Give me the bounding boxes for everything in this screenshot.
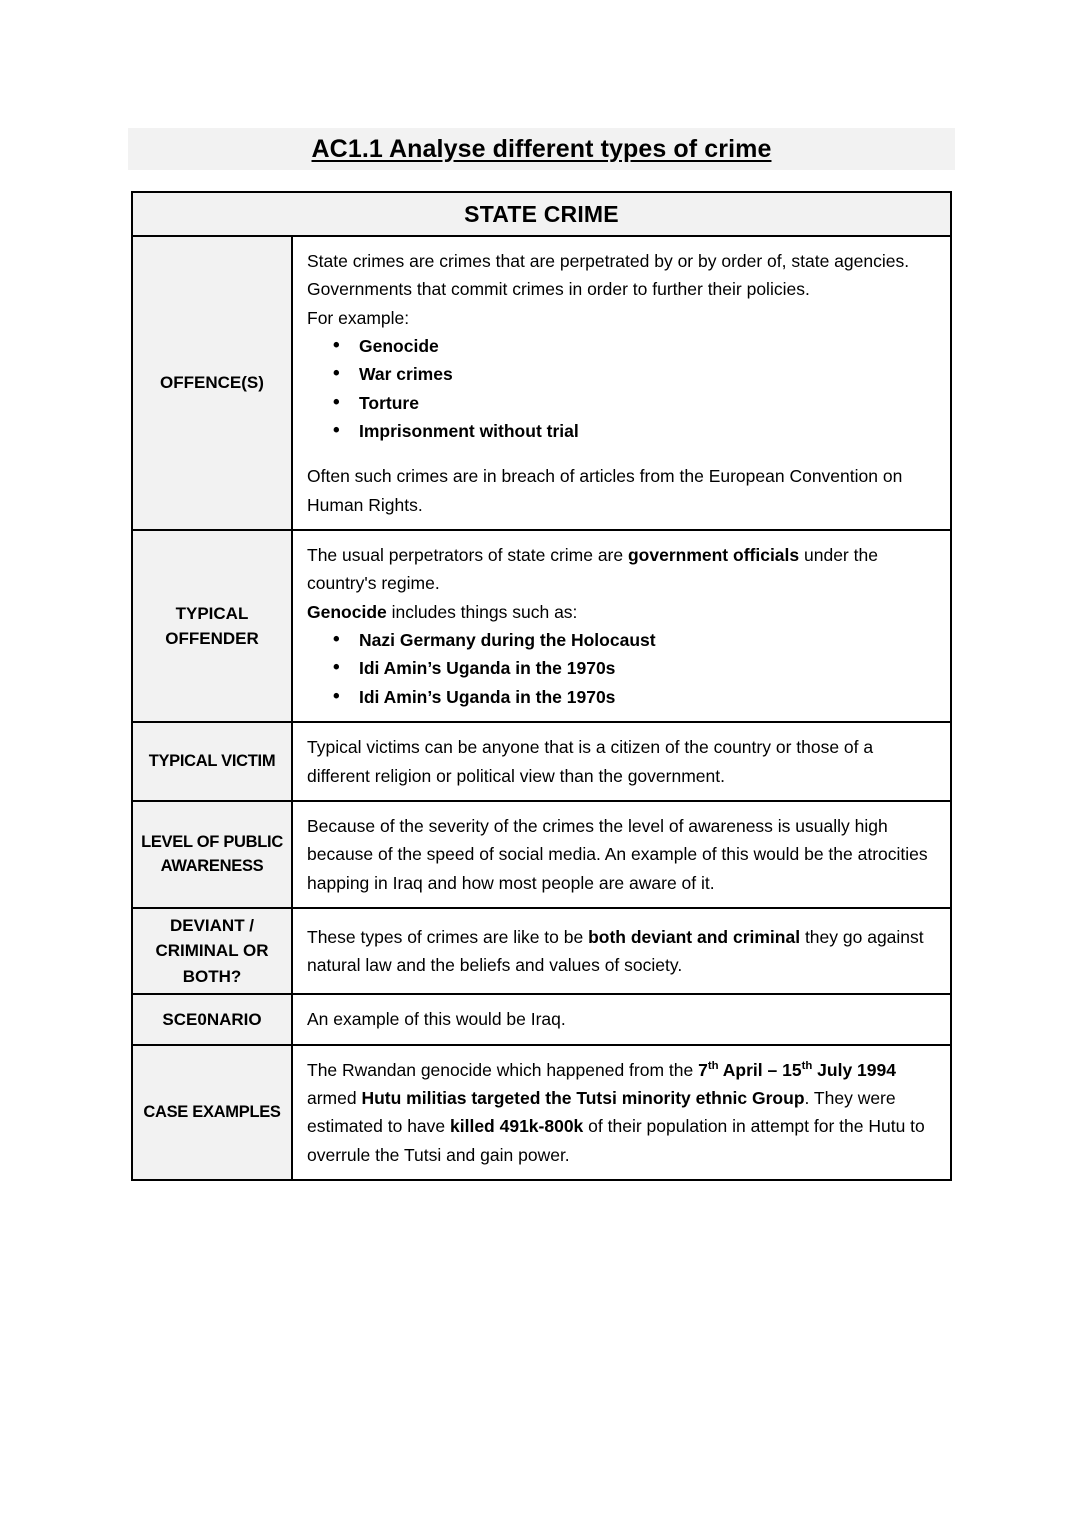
row-label-line: AWARENESS	[160, 857, 264, 876]
sentence-part: The Rwandan genocide which happened from the	[307, 1059, 699, 1080]
row-label-typical-victim: TYPICAL VICTIM	[132, 722, 292, 801]
sentence-part: under the country's regime.	[307, 545, 878, 594]
sentence-part: armed	[307, 1088, 362, 1109]
table-row	[132, 1045, 951, 1180]
list-item: • Genocide	[333, 332, 938, 360]
date-day-number: 7	[698, 1059, 708, 1080]
row-content-offences	[292, 236, 951, 530]
row-label-line: LEVEL OF PUBLIC	[141, 832, 283, 851]
row-label-deviant-criminal	[132, 908, 292, 995]
ordinal-suffix: th	[801, 1059, 813, 1072]
table-row	[132, 908, 951, 995]
row-label-scenario: SCE0NARIO	[132, 994, 292, 1044]
sentence-part: These types of crimes are like to be	[307, 926, 589, 947]
list-item: • Torture	[333, 389, 938, 417]
row-content-deviant-criminal	[292, 908, 951, 995]
row-label-public-awareness	[132, 801, 292, 908]
row-label-typical-offender	[132, 530, 292, 722]
offence-example-lead: For example:	[307, 307, 410, 328]
list-item: • Nazi Germany during the Holocaust	[333, 626, 938, 654]
row-label-line: BOTH?	[182, 966, 242, 986]
row-label-line: TYPICAL	[175, 603, 249, 623]
list-item: • Idi Amin’s Uganda in the 1970s	[333, 683, 938, 711]
page-title-band	[128, 128, 955, 170]
list-item: • Idi Amin’s Uganda in the 1970s	[333, 654, 938, 682]
row-label-line: DEVIANT /	[169, 915, 255, 935]
genocide-lead-rest: includes things such as:	[386, 601, 578, 622]
typical-offender-sentence	[307, 541, 938, 598]
page-title: AC1.1 Analyse different types of crime	[311, 134, 772, 163]
sentence-part: The usual perpetrators of state crime are	[307, 545, 628, 566]
table-header-cell	[132, 192, 951, 236]
row-label-offences: OFFENCE(S)	[132, 236, 292, 530]
row-content-typical-offender	[292, 530, 951, 722]
genocide-lead	[307, 598, 938, 626]
table-row	[132, 236, 951, 530]
table-header-row	[132, 192, 951, 236]
row-content-public-awareness: Because of the severity of the crimes the level of awareness is usually high because of the speed of social media. An example of this would be the atrocities happing in Iraq and how most people are aware of it.	[292, 801, 951, 908]
list-item: • Imprisonment without trial	[333, 417, 938, 445]
row-label-line: CRIMINAL OR	[155, 941, 269, 961]
sentence-bold-part: both deviant and criminal	[588, 926, 801, 947]
row-label-case-examples: CASE EXAMPLES	[132, 1045, 292, 1180]
sentence-bold-part	[698, 1060, 896, 1080]
sentence-bold-part: government officials	[627, 545, 800, 566]
sentence-bold-part: Hutu militias targeted the Tutsi minority ethnic Group	[361, 1088, 805, 1109]
paragraph-spacer	[307, 445, 938, 462]
sentence-part: they go against natural law and the beliefs and values of society.	[307, 926, 924, 976]
state-crime-table	[131, 191, 952, 1181]
list-item: • War crimes	[333, 360, 938, 388]
row-content-scenario: An example of this would be Iraq.	[292, 994, 951, 1044]
sentence-bold-part: killed 491k-800k	[450, 1116, 584, 1137]
genocide-bold-word: Genocide	[307, 601, 387, 622]
row-content-typical-victim: Typical victims can be anyone that is a citizen of the country or those of a different religion or political view than the government.	[292, 722, 951, 801]
table-row	[132, 801, 951, 908]
offence-bullet-list	[307, 332, 938, 445]
offence-closing-text: Often such crimes are in breach of articles from the European Convention on Human Rights.	[307, 466, 903, 515]
sentence-part: . They were estimated to have	[307, 1088, 896, 1137]
date-year-part: July 1994	[812, 1059, 896, 1080]
ordinal-suffix: th	[707, 1059, 719, 1072]
table-row	[132, 722, 951, 801]
table-row	[132, 530, 951, 722]
sentence-part: of their population in attempt for the Hutu to overrule the Tutsi and gain power.	[307, 1116, 925, 1165]
offence-intro-text: State crimes are crimes that are perpetrated by or by order of, state agencies. Governments that commit crimes in order to further their policies.	[307, 251, 910, 300]
typical-offender-bullet-list	[307, 626, 938, 711]
row-content-case-examples	[292, 1045, 951, 1180]
table-row	[132, 994, 951, 1044]
date-range-part: April – 15	[718, 1059, 802, 1080]
row-label-line: OFFENDER	[165, 629, 259, 649]
table-header-title: STATE CRIME	[464, 200, 619, 227]
